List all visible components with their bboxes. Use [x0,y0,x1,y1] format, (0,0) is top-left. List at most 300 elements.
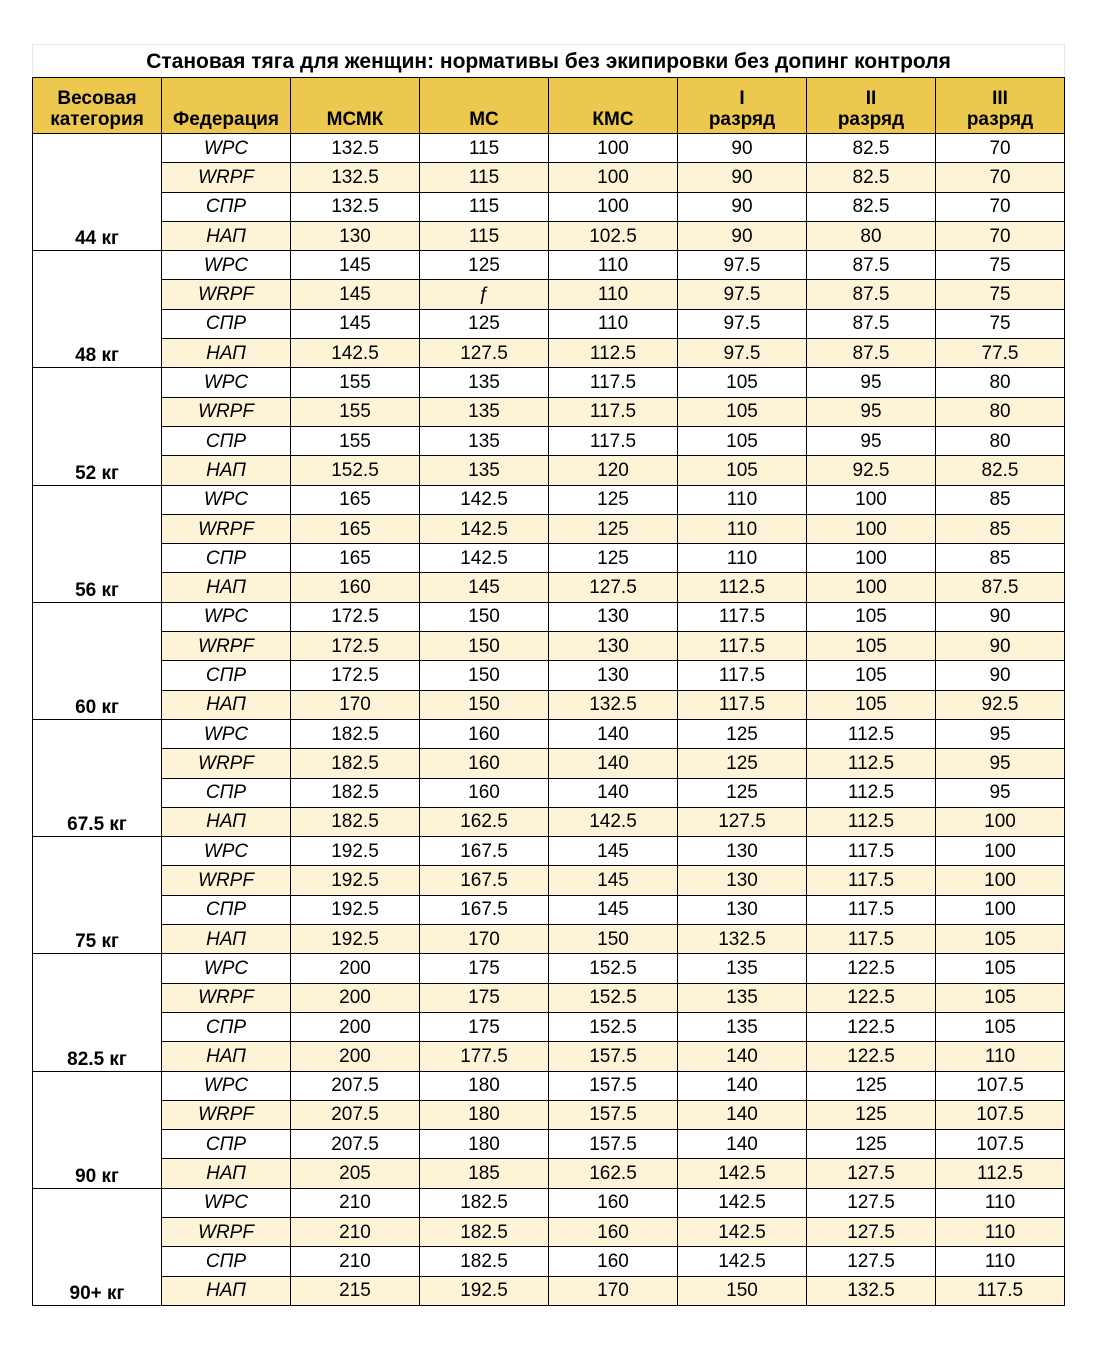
table-row [33,1012,1065,1041]
federation-cell: WRPF [162,632,291,661]
value-cell-rank-3: 100 [936,866,1065,895]
value-cell-msmk: 165 [291,544,420,573]
federation-cell: WPC [162,368,291,397]
value-cell-kms: 130 [549,661,678,690]
value-cell-msmk: 172.5 [291,632,420,661]
value-cell-kms: 120 [549,456,678,485]
value-cell-kms: 132.5 [549,690,678,719]
value-cell-kms: 127.5 [549,573,678,602]
value-cell-rank-3: 70 [936,163,1065,192]
table-row [33,778,1065,807]
value-cell-rank-2: 105 [807,690,936,719]
value-cell-rank-2: 87.5 [807,280,936,309]
value-cell-rank-2: 82.5 [807,134,936,163]
value-cell-rank-3: 105 [936,1012,1065,1041]
value-cell-rank-1: 140 [678,1042,807,1071]
federation-cell: СПР [162,1130,291,1159]
value-cell-rank-1: 110 [678,544,807,573]
value-cell-msmk: 170 [291,690,420,719]
value-cell-rank-3: 75 [936,280,1065,309]
federation-cell: WPC [162,251,291,280]
value-cell-msmk: 200 [291,954,420,983]
value-cell-rank-2: 87.5 [807,339,936,368]
value-cell-rank-1: 105 [678,368,807,397]
value-cell-rank-3: 110 [936,1217,1065,1246]
value-cell-rank-2: 127.5 [807,1247,936,1276]
value-cell-rank-2: 80 [807,221,936,250]
value-cell-rank-1: 142.5 [678,1217,807,1246]
value-cell-ms: 170 [420,925,549,954]
value-cell-msmk: 165 [291,514,420,543]
value-cell-kms: 142.5 [549,807,678,836]
value-cell-rank-3: 80 [936,368,1065,397]
value-cell-msmk: 215 [291,1276,420,1305]
value-cell-ms: 182.5 [420,1217,549,1246]
table-row [33,866,1065,895]
value-cell-msmk: 132.5 [291,134,420,163]
value-cell-rank-1: 142.5 [678,1159,807,1188]
value-cell-rank-3: 85 [936,544,1065,573]
value-cell-kms: 110 [549,309,678,338]
value-cell-rank-1: 110 [678,514,807,543]
value-cell-ms: 182.5 [420,1188,549,1217]
value-cell-rank-2: 112.5 [807,719,936,748]
value-cell-kms: 157.5 [549,1042,678,1071]
value-cell-ms: 115 [420,192,549,221]
weight-category-cell: 44 кг [33,134,162,251]
value-cell-ms: 180 [420,1071,549,1100]
value-cell-rank-1: 142.5 [678,1188,807,1217]
value-cell-rank-2: 100 [807,514,936,543]
value-cell-rank-2: 122.5 [807,954,936,983]
value-cell-rank-3: 70 [936,134,1065,163]
value-cell-rank-1: 125 [678,719,807,748]
value-cell-kms: 100 [549,163,678,192]
value-cell-rank-1: 110 [678,485,807,514]
value-cell-rank-3: 85 [936,485,1065,514]
table-body [33,134,1065,1306]
value-cell-kms: 140 [549,749,678,778]
value-cell-rank-1: 132.5 [678,925,807,954]
weight-category-cell: 90+ кг [33,1188,162,1305]
value-cell-msmk: 155 [291,368,420,397]
value-cell-ms: 175 [420,954,549,983]
value-cell-msmk: 207.5 [291,1071,420,1100]
value-cell-rank-2: 127.5 [807,1188,936,1217]
table-row [33,309,1065,338]
federation-cell: WPC [162,1071,291,1100]
value-cell-kms: 130 [549,632,678,661]
value-cell-msmk: 172.5 [291,602,420,631]
federation-cell: СПР [162,426,291,455]
federation-cell: СПР [162,544,291,573]
value-cell-ms: 145 [420,573,549,602]
value-cell-rank-3: 95 [936,778,1065,807]
value-cell-rank-2: 125 [807,1100,936,1129]
value-cell-rank-2: 117.5 [807,895,936,924]
value-cell-kms: 160 [549,1217,678,1246]
value-cell-rank-1: 90 [678,163,807,192]
value-cell-rank-2: 87.5 [807,251,936,280]
value-cell-rank-3: 110 [936,1042,1065,1071]
value-cell-rank-2: 82.5 [807,192,936,221]
federation-cell: СПР [162,778,291,807]
value-cell-ms: 142.5 [420,514,549,543]
value-cell-rank-2: 127.5 [807,1159,936,1188]
table-row [33,397,1065,426]
value-cell-msmk: 130 [291,221,420,250]
value-cell-rank-3: 107.5 [936,1071,1065,1100]
value-cell-kms: 140 [549,778,678,807]
value-cell-kms: 102.5 [549,221,678,250]
federation-cell: НАП [162,456,291,485]
value-cell-msmk: 210 [291,1188,420,1217]
weight-category-cell: 60 кг [33,602,162,719]
value-cell-ms: 182.5 [420,1247,549,1276]
header-weight-line2: категория [50,109,144,130]
federation-cell: СПР [162,895,291,924]
value-cell-kms: 125 [549,514,678,543]
value-cell-rank-2: 95 [807,397,936,426]
value-cell-ms: 150 [420,632,549,661]
value-cell-msmk: 152.5 [291,456,420,485]
header-msmk: МСМК [291,78,420,134]
header-weight-category [33,78,162,134]
value-cell-msmk: 182.5 [291,778,420,807]
value-cell-rank-2: 117.5 [807,866,936,895]
value-cell-rank-1: 105 [678,426,807,455]
value-cell-rank-3: 90 [936,661,1065,690]
value-cell-msmk: 145 [291,280,420,309]
value-cell-rank-3: 70 [936,221,1065,250]
value-cell-rank-1: 112.5 [678,573,807,602]
value-cell-rank-1: 135 [678,1012,807,1041]
value-cell-msmk: 192.5 [291,837,420,866]
value-cell-kms: 152.5 [549,983,678,1012]
value-cell-rank-2: 125 [807,1130,936,1159]
value-cell-rank-1: 127.5 [678,807,807,836]
table-row [33,1276,1065,1305]
federation-cell: СПР [162,1247,291,1276]
federation-cell: СПР [162,309,291,338]
value-cell-msmk: 200 [291,1042,420,1071]
value-cell-rank-3: 77.5 [936,339,1065,368]
value-cell-kms: 117.5 [549,426,678,455]
header-rank-3 [936,78,1065,134]
value-cell-rank-1: 105 [678,456,807,485]
value-cell-rank-3: 95 [936,719,1065,748]
table-row [33,1188,1065,1217]
value-cell-rank-2: 105 [807,602,936,631]
value-cell-rank-3: 80 [936,397,1065,426]
value-cell-msmk: 132.5 [291,163,420,192]
table-row [33,895,1065,924]
value-cell-rank-1: 140 [678,1100,807,1129]
value-cell-kms: 117.5 [549,368,678,397]
value-cell-rank-1: 142.5 [678,1247,807,1276]
value-cell-rank-3: 95 [936,749,1065,778]
value-cell-msmk: 207.5 [291,1130,420,1159]
value-cell-rank-2: 95 [807,426,936,455]
value-cell-rank-1: 117.5 [678,690,807,719]
value-cell-rank-1: 117.5 [678,632,807,661]
value-cell-ms: 185 [420,1159,549,1188]
value-cell-ms: 135 [420,456,549,485]
federation-cell: СПР [162,192,291,221]
value-cell-ms: 142.5 [420,544,549,573]
value-cell-rank-3: 75 [936,251,1065,280]
value-cell-rank-2: 122.5 [807,1012,936,1041]
value-cell-msmk: 205 [291,1159,420,1188]
value-cell-rank-3: 75 [936,309,1065,338]
header-rank-3-word: разряд [966,109,1034,130]
value-cell-msmk: 192.5 [291,895,420,924]
value-cell-kms: 157.5 [549,1130,678,1159]
value-cell-kms: 112.5 [549,339,678,368]
federation-cell: СПР [162,661,291,690]
federation-cell: НАП [162,807,291,836]
weight-category-cell: 67.5 кг [33,719,162,836]
value-cell-ms: 167.5 [420,895,549,924]
value-cell-ms: 127.5 [420,339,549,368]
table-title: Становая тяга для женщин: нормативы без экипировки без допинг контроля [33,45,1065,78]
value-cell-rank-1: 150 [678,1276,807,1305]
header-rank-1-word: разряд [708,109,776,130]
value-cell-kms: 125 [549,485,678,514]
header-weight-line1: Весовая [57,88,137,109]
value-cell-kms: 160 [549,1247,678,1276]
weight-category-cell: 90 кг [33,1071,162,1188]
table-row [33,925,1065,954]
federation-cell: WRPF [162,1100,291,1129]
value-cell-rank-3: 87.5 [936,573,1065,602]
value-cell-rank-1: 130 [678,866,807,895]
value-cell-rank-3: 70 [936,192,1065,221]
table-row [33,602,1065,631]
table-row [33,954,1065,983]
value-cell-kms: 160 [549,1188,678,1217]
value-cell-rank-3: 90 [936,602,1065,631]
federation-cell: НАП [162,1159,291,1188]
table-row [33,221,1065,250]
value-cell-kms: 117.5 [549,397,678,426]
value-cell-rank-2: 112.5 [807,807,936,836]
value-cell-rank-2: 100 [807,485,936,514]
table-row [33,544,1065,573]
federation-cell: WPC [162,602,291,631]
value-cell-ms: 135 [420,397,549,426]
value-cell-ms: 180 [420,1100,549,1129]
header-rank-2 [807,78,936,134]
value-cell-kms: 145 [549,837,678,866]
value-cell-rank-2: 95 [807,368,936,397]
value-cell-msmk: 207.5 [291,1100,420,1129]
value-cell-rank-3: 110 [936,1247,1065,1276]
value-cell-kms: 145 [549,866,678,895]
value-cell-ms: ƒ [420,280,549,309]
value-cell-kms: 152.5 [549,954,678,983]
value-cell-rank-3: 80 [936,426,1065,455]
value-cell-ms: 160 [420,778,549,807]
value-cell-msmk: 172.5 [291,661,420,690]
table-row [33,837,1065,866]
header-rank-1-numeral: I [739,88,745,109]
federation-cell: WPC [162,134,291,163]
federation-cell: WPC [162,485,291,514]
table-row [33,339,1065,368]
value-cell-kms: 110 [549,280,678,309]
federation-cell: WPC [162,837,291,866]
federation-cell: WRPF [162,749,291,778]
table-row [33,1071,1065,1100]
table-row [33,690,1065,719]
value-cell-msmk: 145 [291,251,420,280]
table-row [33,632,1065,661]
value-cell-ms: 167.5 [420,837,549,866]
value-cell-ms: 135 [420,368,549,397]
federation-cell: НАП [162,1276,291,1305]
value-cell-kms: 157.5 [549,1100,678,1129]
federation-cell: НАП [162,925,291,954]
weight-category-cell: 82.5 кг [33,954,162,1071]
value-cell-rank-3: 105 [936,925,1065,954]
header-row [33,78,1065,134]
value-cell-rank-3: 105 [936,954,1065,983]
header-rank-1 [678,78,807,134]
value-cell-rank-2: 100 [807,544,936,573]
table-row [33,192,1065,221]
value-cell-ms: 150 [420,602,549,631]
value-cell-rank-2: 112.5 [807,749,936,778]
table-row [33,983,1065,1012]
value-cell-rank-1: 97.5 [678,309,807,338]
value-cell-rank-1: 90 [678,134,807,163]
value-cell-kms: 100 [549,134,678,163]
federation-cell: WRPF [162,1217,291,1246]
table-row [33,719,1065,748]
federation-cell: НАП [162,1042,291,1071]
value-cell-rank-3: 85 [936,514,1065,543]
value-cell-rank-1: 125 [678,778,807,807]
value-cell-msmk: 145 [291,309,420,338]
value-cell-kms: 130 [549,602,678,631]
value-cell-rank-1: 97.5 [678,280,807,309]
table-row [33,1130,1065,1159]
value-cell-rank-1: 140 [678,1130,807,1159]
value-cell-rank-1: 135 [678,983,807,1012]
value-cell-ms: 167.5 [420,866,549,895]
value-cell-msmk: 155 [291,397,420,426]
value-cell-rank-3: 82.5 [936,456,1065,485]
value-cell-msmk: 160 [291,573,420,602]
federation-cell: НАП [162,573,291,602]
value-cell-rank-1: 105 [678,397,807,426]
value-cell-rank-2: 125 [807,1071,936,1100]
table-row [33,163,1065,192]
value-cell-rank-3: 100 [936,807,1065,836]
value-cell-ms: 192.5 [420,1276,549,1305]
table-row [33,1100,1065,1129]
table-row [33,134,1065,163]
value-cell-ms: 150 [420,661,549,690]
value-cell-kms: 157.5 [549,1071,678,1100]
federation-cell: WRPF [162,866,291,895]
value-cell-ms: 142.5 [420,485,549,514]
value-cell-rank-2: 105 [807,661,936,690]
table-row [33,280,1065,309]
value-cell-msmk: 192.5 [291,866,420,895]
weight-category-cell: 75 кг [33,837,162,954]
table-row [33,1247,1065,1276]
value-cell-ms: 162.5 [420,807,549,836]
value-cell-ms: 125 [420,309,549,338]
weight-category-cell: 56 кг [33,485,162,602]
value-cell-kms: 152.5 [549,1012,678,1041]
header-rank-2-numeral: II [865,88,877,109]
value-cell-ms: 115 [420,134,549,163]
value-cell-rank-2: 127.5 [807,1217,936,1246]
federation-cell: WRPF [162,514,291,543]
federation-cell: НАП [162,339,291,368]
value-cell-rank-3: 117.5 [936,1276,1065,1305]
value-cell-rank-2: 87.5 [807,309,936,338]
table-row [33,251,1065,280]
table-row [33,807,1065,836]
table-row [33,661,1065,690]
federation-cell: НАП [162,690,291,719]
value-cell-kms: 125 [549,544,678,573]
deadlift-standards-table [32,44,1065,1306]
value-cell-kms: 140 [549,719,678,748]
value-cell-rank-1: 97.5 [678,339,807,368]
header-rank-2-word: разряд [837,109,905,130]
standards-sheet [32,44,1064,1306]
value-cell-rank-2: 92.5 [807,456,936,485]
table-row [33,1042,1065,1071]
value-cell-kms: 100 [549,192,678,221]
value-cell-kms: 150 [549,925,678,954]
federation-cell: WRPF [162,983,291,1012]
value-cell-rank-2: 105 [807,632,936,661]
value-cell-rank-2: 117.5 [807,925,936,954]
value-cell-ms: 175 [420,1012,549,1041]
value-cell-rank-3: 107.5 [936,1130,1065,1159]
value-cell-rank-3: 107.5 [936,1100,1065,1129]
value-cell-rank-1: 140 [678,1071,807,1100]
value-cell-rank-3: 100 [936,837,1065,866]
value-cell-rank-2: 122.5 [807,1042,936,1071]
value-cell-msmk: 200 [291,1012,420,1041]
federation-cell: WRPF [162,280,291,309]
table-row [33,749,1065,778]
value-cell-rank-2: 112.5 [807,778,936,807]
value-cell-msmk: 182.5 [291,749,420,778]
header-rank-3-numeral: III [992,88,1008,109]
federation-cell: WRPF [162,397,291,426]
table-row [33,573,1065,602]
header-kms: КМС [549,78,678,134]
value-cell-rank-2: 117.5 [807,837,936,866]
value-cell-rank-3: 92.5 [936,690,1065,719]
value-cell-ms: 175 [420,983,549,1012]
table-row [33,514,1065,543]
weight-category-cell: 52 кг [33,368,162,485]
value-cell-ms: 160 [420,719,549,748]
value-cell-msmk: 182.5 [291,719,420,748]
value-cell-rank-3: 105 [936,983,1065,1012]
value-cell-ms: 135 [420,426,549,455]
value-cell-ms: 180 [420,1130,549,1159]
